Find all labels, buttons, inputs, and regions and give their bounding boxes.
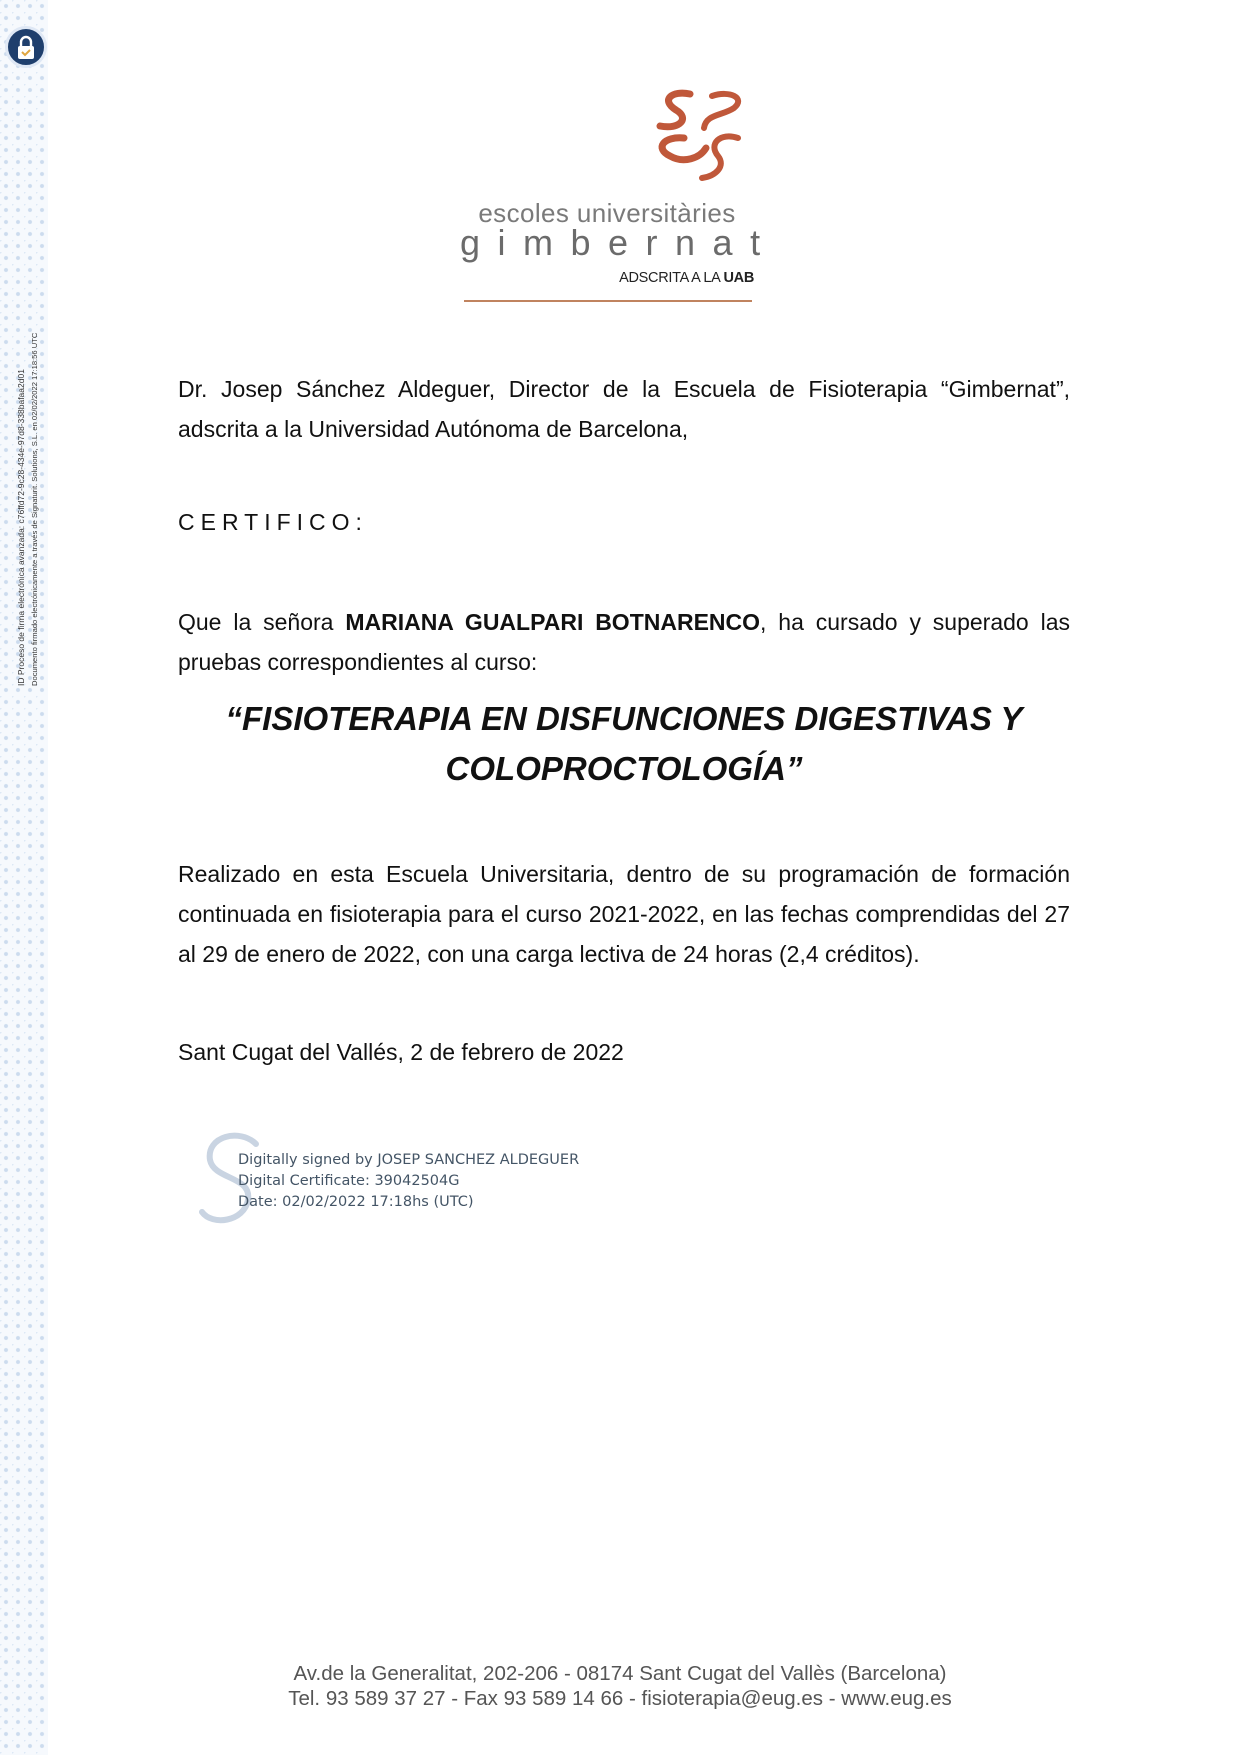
place-date: Sant Cugat del Vallés, 2 de febrero de 2022 [178, 1039, 624, 1065]
logo-text-escoles: escoles universitàries [478, 198, 736, 228]
logo-adscrita-label: ADSCRITA A LA [619, 270, 720, 286]
stamp-line-2: Documento firmado electrónicamente a través de Signaturit. Solutions, S.L. en 02/02/2022 17:18:56 UTC [30, 332, 39, 686]
gimbernat-logo [460, 86, 778, 306]
course-details-paragraph: Realizado en esta Escuela Universitaria, dentro de su programación de formación continuada en fisioterapia para el curso 2021-2022, en las fechas comprendidas del 27 al 29 de enero de 2022, con una carga lectiva de 24 horas (2,4 créditos). [178, 861, 1070, 967]
que-after: , ha cursado y superado las pruebas correspondientes al curso: [178, 609, 1070, 675]
person-name: MARIANA GUALPARI BOTNARENCO [345, 609, 761, 635]
digital-signature[interactable] [196, 1130, 696, 1230]
footer-phone-web: Tel. 93 589 37 27 - Fax 93 589 14 66 - fisioterapia@eug.es - www.eug.es [288, 1687, 952, 1710]
footer-contact [200, 1661, 1040, 1711]
signature-signed-by: Digitally signed by JOSEP SANCHEZ ALDEGUER [238, 1152, 580, 1168]
logo-adscrita [460, 270, 754, 286]
gimbernat-symbol-icon [650, 86, 754, 182]
logo-text-gimbernat: gimbernat [460, 222, 778, 263]
lock-icon [16, 35, 36, 61]
certifico-heading: CERTIFICO: [178, 509, 368, 535]
intro-paragraph: Dr. Josep Sánchez Aldeguer, Director de la Escuela de Fisioterapia “Gimbernat”, adscrita a la Universidad Autónoma de Barcelona, [178, 376, 1070, 442]
logo-divider [464, 300, 752, 302]
signature-lock-badge[interactable] [5, 26, 47, 68]
stamp-line-1: ID Proceso de firma electrónica avanzada: c76ffd72-9c28-434e-97d8-338bafaa2d01 [16, 369, 26, 686]
signature-certificate: Digital Certificate: 39042504G [238, 1173, 460, 1189]
course-title: “FISIOTERAPIA EN DISFUNCIONES DIGESTIVAS Y COLOPROCTOLOGÍA” [225, 700, 1023, 787]
signature-text [238, 1150, 579, 1213]
signature-process-stamp [14, 226, 42, 686]
logo-uab: UAB [723, 270, 754, 286]
que-before: Que la señora [178, 609, 346, 635]
certified-person-paragraph [178, 602, 1070, 682]
signature-date: Date: 02/02/2022 17:18hs (UTC) [238, 1194, 474, 1210]
footer-address: Av.de la Generalitat, 202-206 - 08174 Sant Cugat del Vallès (Barcelona) [293, 1662, 947, 1685]
